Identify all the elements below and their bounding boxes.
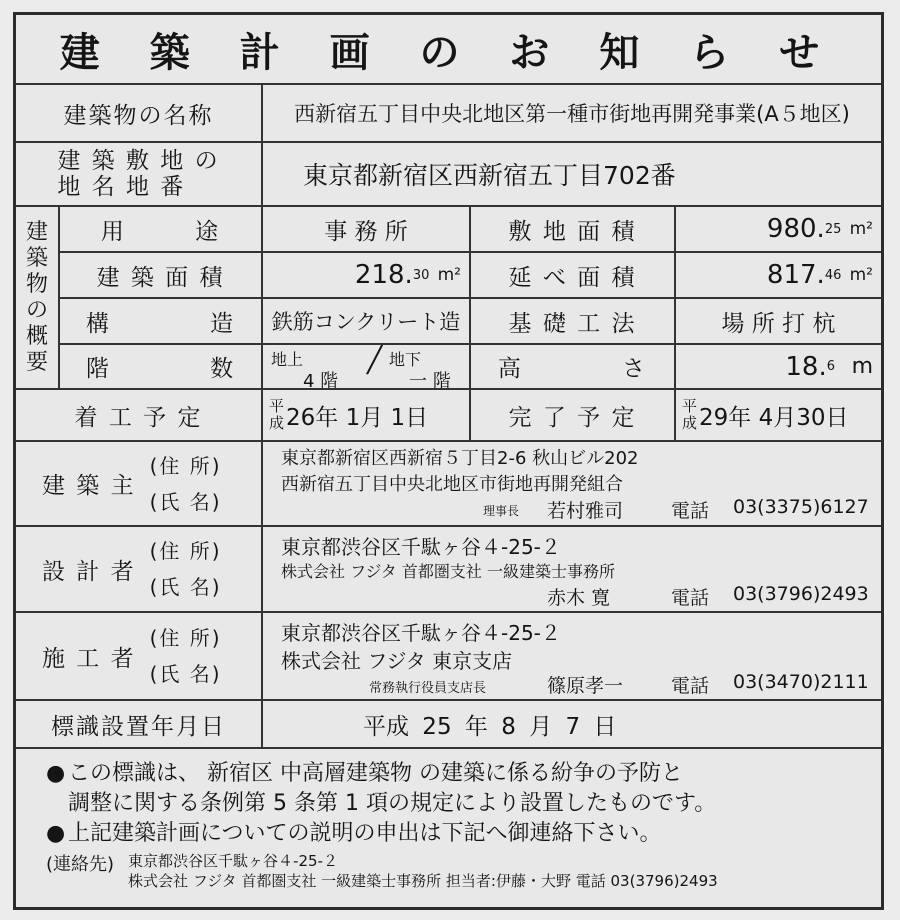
start-label: 着 工 予 定 bbox=[16, 390, 263, 442]
outline-char: 概 bbox=[25, 323, 48, 349]
structure-value: 鉄筋コンクリート造 bbox=[263, 299, 471, 345]
height-value bbox=[676, 345, 881, 390]
outline-char: 物 bbox=[25, 271, 48, 297]
sign-frame bbox=[13, 12, 884, 910]
outline-char: 築 bbox=[25, 245, 48, 271]
site-address-value: 東京都新宿区西新宿五丁目702番 bbox=[263, 143, 881, 207]
foundation-value: 場 所 打 杭 bbox=[676, 299, 881, 345]
use-value: 事 務 所 bbox=[263, 207, 471, 253]
page-title: 建 築 計 画 の お 知 ら せ bbox=[16, 15, 881, 85]
floors-below-value: 一 階 bbox=[409, 371, 451, 390]
owner-label bbox=[16, 442, 263, 527]
outline-char: 建 bbox=[25, 219, 48, 245]
site-address-label bbox=[16, 143, 263, 207]
sign-date-value: 平成 25 年 8 月 7 日 bbox=[263, 701, 881, 749]
floor-area-label: 延 べ 面 積 bbox=[471, 253, 676, 299]
structure-label: 構 造 bbox=[60, 299, 263, 345]
height-decimal: 6 bbox=[826, 359, 836, 374]
designer-tel: 03(3796)2493 bbox=[733, 583, 869, 605]
contractor-address-label: (住 所) bbox=[149, 626, 222, 650]
designer-org: 株式会社 フジタ 首都圏支社 一級建築士事務所 bbox=[281, 562, 615, 581]
contact-label: (連絡先) bbox=[46, 854, 115, 875]
notice-line-1 bbox=[46, 759, 861, 789]
finish-date: 29年 4月30日 bbox=[699, 404, 849, 431]
floor-area-number: 817. bbox=[766, 260, 825, 290]
contractor-value bbox=[263, 613, 881, 701]
building-area-number: 218. bbox=[354, 260, 413, 290]
owner-title: 建 築 主 bbox=[42, 473, 136, 499]
contractor-person: 篠原孝一 bbox=[547, 675, 624, 697]
designer-title: 設 計 者 bbox=[42, 558, 136, 585]
owner-tel-label: 電話 bbox=[671, 500, 710, 522]
contractor-tel-label: 電話 bbox=[671, 675, 710, 697]
height-label: 高 さ bbox=[471, 345, 676, 390]
notice-line-1-text: この標識は、 新宿区 中高層建築物 の建築に係る紛争の予防と bbox=[68, 761, 683, 786]
bullet-icon: ● bbox=[46, 761, 66, 786]
designer-value bbox=[263, 527, 881, 613]
notice-line-3-text: 上記建築計画についての説明の申出は下記へ御連絡下さい。 bbox=[68, 821, 662, 846]
notice-line-2 bbox=[46, 789, 861, 819]
start-era-2: 成 bbox=[269, 414, 285, 432]
designer-person: 赤木 寛 bbox=[547, 587, 611, 609]
floors-above-label: 地上 bbox=[271, 350, 304, 369]
use-label: 用 途 bbox=[60, 207, 263, 253]
floor-area-decimal: 46 bbox=[824, 267, 842, 283]
contractor-name-label: (氏 名) bbox=[149, 662, 222, 686]
sign-date-label: 標識設置年月日 bbox=[16, 701, 263, 749]
outline-char: の bbox=[25, 297, 48, 323]
floors-label: 階 数 bbox=[60, 345, 263, 390]
owner-name-label: (氏 名) bbox=[149, 489, 222, 514]
notice-line-2-text: 調整に関する条例第 5 条第 1 項の規定により設置したものです。 bbox=[68, 791, 717, 816]
finish-value bbox=[676, 390, 881, 442]
owner-position: 理事長 bbox=[483, 504, 520, 518]
notice-line-3 bbox=[46, 819, 861, 849]
contractor-org: 株式会社 フジタ 東京支店 bbox=[281, 649, 513, 673]
height-unit: m bbox=[851, 354, 873, 379]
designer-address: 東京都渋谷区千駄ヶ谷４-25-２ bbox=[281, 535, 561, 559]
contractor-label bbox=[16, 613, 263, 701]
foundation-label: 基 礎 工 法 bbox=[471, 299, 676, 345]
height-number: 18. bbox=[785, 351, 827, 382]
designer-address-label: (住 所) bbox=[149, 539, 222, 563]
owner-address-label: (住 所) bbox=[149, 453, 222, 478]
floor-area-unit: m² bbox=[849, 265, 873, 285]
contractor-title: 施 工 者 bbox=[42, 645, 136, 672]
contact-line-2: 株式会社 フジタ 首都圏支社 一級建築士事務所 担当者:伊藤・大野 電話 03(3796)2493 bbox=[128, 872, 718, 890]
building-name-value: 西新宿五丁目中央北地区第一種市街地再開発事業(A５地区) bbox=[263, 85, 881, 143]
designer-tel-label: 電話 bbox=[671, 587, 710, 609]
start-date: 26年 1月 1日 bbox=[286, 404, 429, 431]
site-area-decimal: 25 bbox=[824, 221, 842, 237]
building-outline-label bbox=[16, 207, 60, 390]
contact-line-1: 東京都渋谷区千駄ヶ谷４-25-２ bbox=[128, 852, 338, 870]
owner-tel: 03(3375)6127 bbox=[733, 496, 869, 518]
finish-era-2: 成 bbox=[682, 414, 698, 432]
building-area-label: 建 築 面 積 bbox=[60, 253, 263, 299]
start-value bbox=[263, 390, 471, 442]
bullet-icon: ● bbox=[46, 821, 66, 846]
site-address-label-line1: 建 築 敷 地 の bbox=[57, 148, 220, 174]
site-area-value bbox=[676, 207, 881, 253]
site-area-number: 980. bbox=[766, 214, 825, 244]
site-address-label-line2: 地 名 地 番 bbox=[57, 174, 186, 200]
finish-label: 完 了 予 定 bbox=[471, 390, 676, 442]
floors-value bbox=[263, 345, 471, 390]
designer-name-label: (氏 名) bbox=[149, 575, 222, 599]
floors-above-value: 4 階 bbox=[303, 371, 339, 390]
contact-block bbox=[46, 851, 861, 891]
building-area-decimal: 30 bbox=[412, 267, 430, 283]
owner-address: 東京都新宿区西新宿５丁目2-6 秋山ビル202 bbox=[281, 448, 639, 469]
contractor-position: 常務執行役員支店長 bbox=[369, 681, 487, 696]
finish-era-1: 平 bbox=[682, 397, 698, 415]
floor-area-value bbox=[676, 253, 881, 299]
site-area-label: 敷 地 面 積 bbox=[471, 207, 676, 253]
site-area-unit: m² bbox=[849, 219, 873, 239]
floors-below-label: 地下 bbox=[389, 350, 422, 369]
owner-org: 西新宿五丁目中央北地区市街地再開発組合 bbox=[281, 474, 623, 495]
owner-value bbox=[263, 442, 881, 527]
start-era-1: 平 bbox=[269, 397, 285, 415]
contractor-tel: 03(3470)2111 bbox=[733, 671, 869, 693]
contractor-address: 東京都渋谷区千駄ヶ谷４-25-２ bbox=[281, 621, 561, 645]
designer-label bbox=[16, 527, 263, 613]
building-area-unit: m² bbox=[437, 265, 461, 285]
building-name-label: 建築物の名称 bbox=[16, 85, 263, 143]
outline-char: 要 bbox=[25, 349, 48, 375]
notice-text bbox=[16, 749, 881, 907]
floors-divider: ╱ bbox=[367, 345, 383, 375]
building-area-value bbox=[263, 253, 471, 299]
owner-person: 若村雅司 bbox=[547, 500, 624, 522]
